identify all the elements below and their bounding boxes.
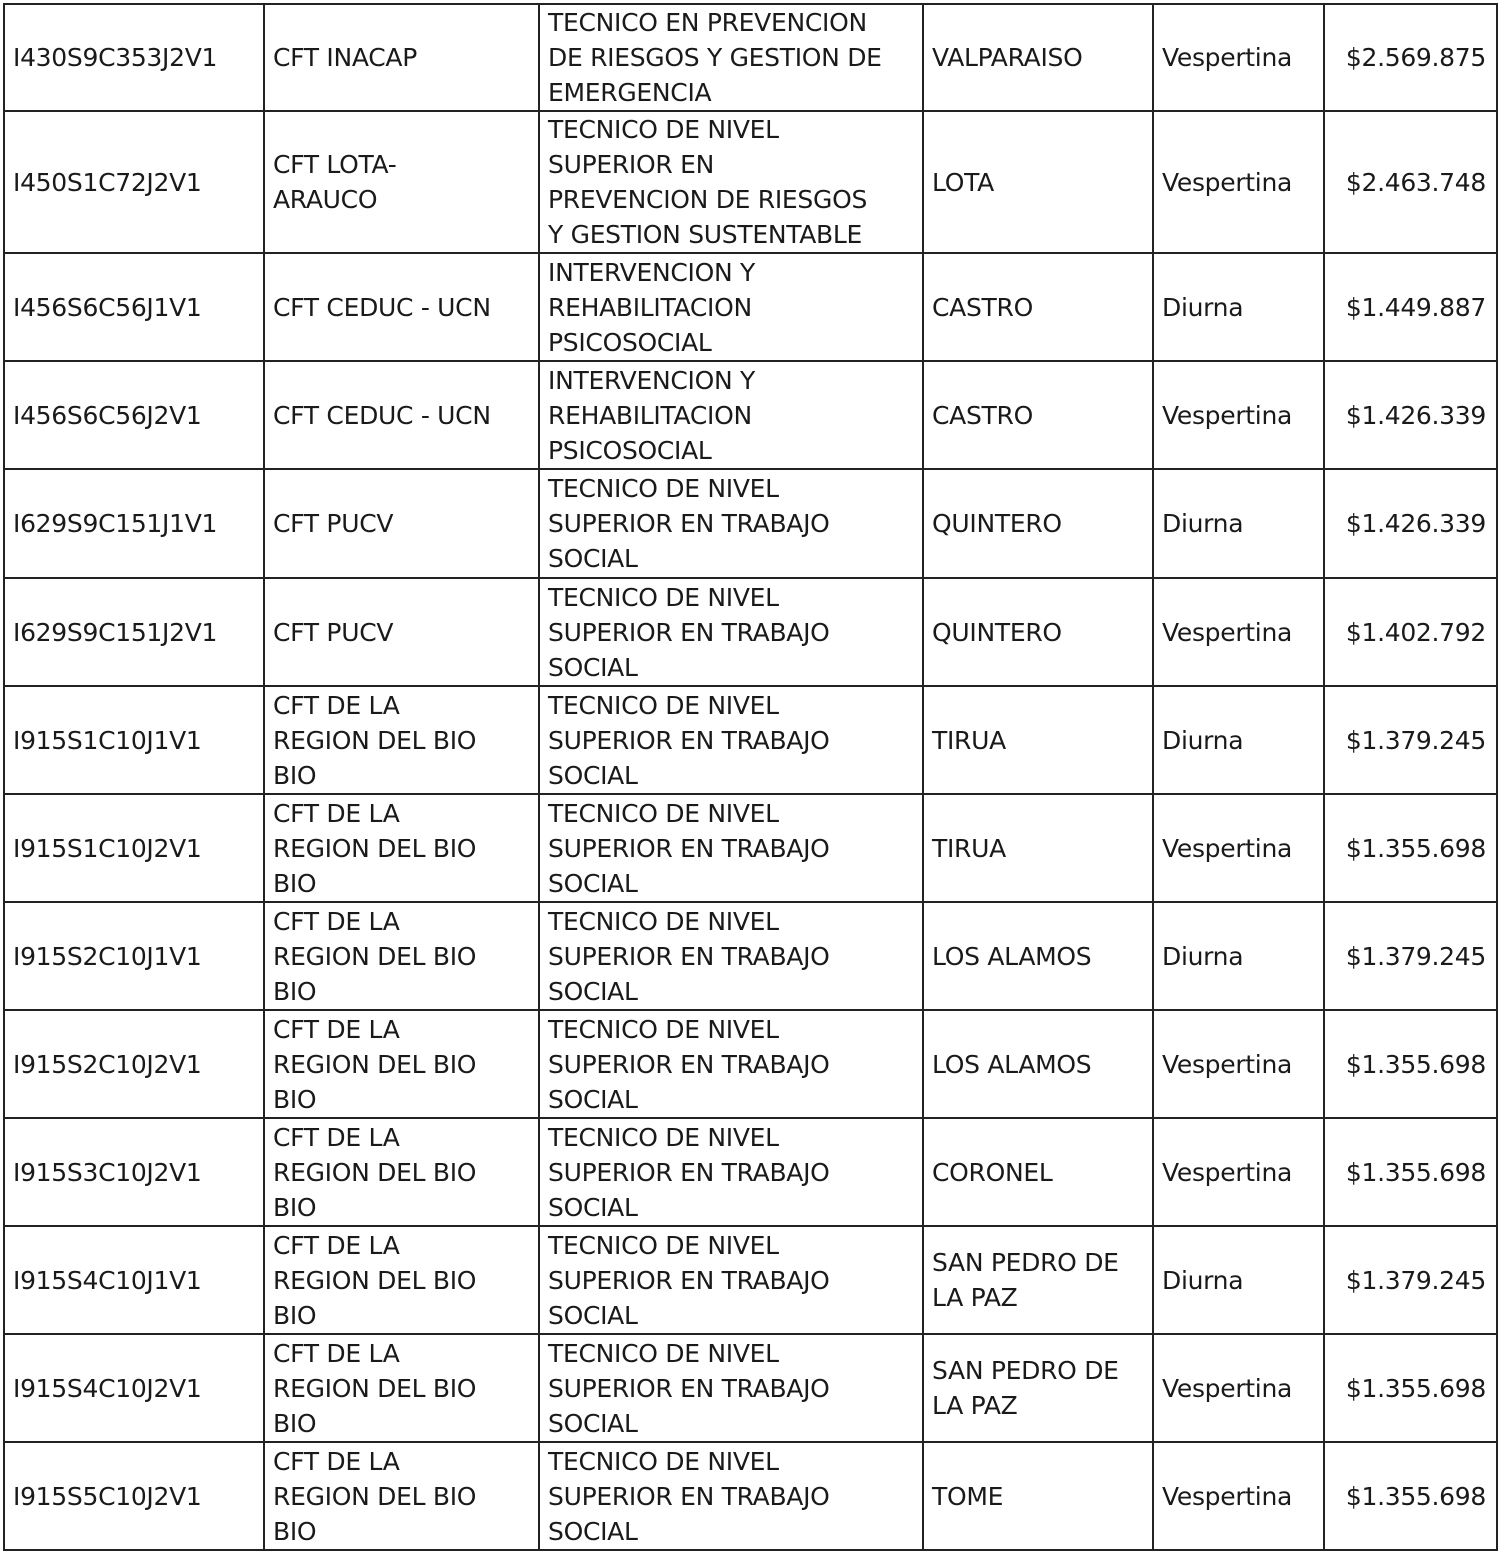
- amount-cell: $1.379.245: [1324, 902, 1497, 1010]
- code-cell: I915S4C10J1V1: [4, 1226, 264, 1334]
- table-row: [4, 902, 1497, 1010]
- code-cell: I915S5C10J2V1: [4, 1442, 264, 1550]
- institution-cell: CFT DE LA REGION DEL BIO BIO: [264, 1118, 539, 1226]
- career-cell: TECNICO DE NIVEL SUPERIOR EN TRABAJO SOCIAL: [539, 578, 923, 686]
- commune-cell: TIRUA: [923, 794, 1153, 902]
- table-row: [4, 1226, 1497, 1334]
- schedule-cell: Diurna: [1153, 1226, 1324, 1334]
- commune-cell: TOME: [923, 1442, 1153, 1550]
- career-cell: TECNICO DE NIVEL SUPERIOR EN TRABAJO SOCIAL: [539, 794, 923, 902]
- career-cell: TECNICO DE NIVEL SUPERIOR EN PREVENCION DE RIESGOS Y GESTION SUSTENTABLE: [539, 111, 923, 253]
- schedule-cell: Vespertina: [1153, 4, 1324, 111]
- amount-cell: $1.379.245: [1324, 686, 1497, 794]
- career-cell: TECNICO DE NIVEL SUPERIOR EN TRABAJO SOCIAL: [539, 1334, 923, 1442]
- code-cell: I915S4C10J2V1: [4, 1334, 264, 1442]
- schedule-cell: Diurna: [1153, 469, 1324, 578]
- schedule-cell: Vespertina: [1153, 1118, 1324, 1226]
- code-cell: I450S1C72J2V1: [4, 111, 264, 253]
- code-cell: I915S1C10J1V1: [4, 686, 264, 794]
- career-cell: TECNICO DE NIVEL SUPERIOR EN TRABAJO SOCIAL: [539, 1226, 923, 1334]
- code-cell: I456S6C56J2V1: [4, 361, 264, 469]
- institution-cell: CFT LOTA- ARAUCO: [264, 111, 539, 253]
- amount-cell: $1.355.698: [1324, 1010, 1497, 1118]
- code-cell: I629S9C151J1V1: [4, 469, 264, 578]
- schedule-cell: Vespertina: [1153, 361, 1324, 469]
- table-row: [4, 686, 1497, 794]
- table-row: [4, 111, 1497, 253]
- commune-cell: QUINTERO: [923, 578, 1153, 686]
- career-cell: TECNICO EN PREVENCION DE RIESGOS Y GESTION DE EMERGENCIA: [539, 4, 923, 111]
- schedule-cell: Vespertina: [1153, 1334, 1324, 1442]
- amount-cell: $1.426.339: [1324, 469, 1497, 578]
- amount-cell: $1.355.698: [1324, 794, 1497, 902]
- code-cell: I915S2C10J1V1: [4, 902, 264, 1010]
- table-row: [4, 1334, 1497, 1442]
- institution-cell: CFT DE LA REGION DEL BIO BIO: [264, 794, 539, 902]
- amount-cell: $1.402.792: [1324, 578, 1497, 686]
- schedule-cell: Diurna: [1153, 253, 1324, 361]
- institution-cell: CFT DE LA REGION DEL BIO BIO: [264, 1226, 539, 1334]
- commune-cell: LOS ALAMOS: [923, 902, 1153, 1010]
- institution-cell: CFT CEDUC - UCN: [264, 253, 539, 361]
- commune-cell: CASTRO: [923, 253, 1153, 361]
- amount-cell: $1.355.698: [1324, 1118, 1497, 1226]
- table-row: [4, 253, 1497, 361]
- institution-cell: CFT DE LA REGION DEL BIO BIO: [264, 686, 539, 794]
- table-row: [4, 1010, 1497, 1118]
- commune-cell: LOS ALAMOS: [923, 1010, 1153, 1118]
- table-body: [4, 4, 1497, 1550]
- schedule-cell: Diurna: [1153, 902, 1324, 1010]
- career-cell: TECNICO DE NIVEL SUPERIOR EN TRABAJO SOCIAL: [539, 1010, 923, 1118]
- institution-cell: CFT CEDUC - UCN: [264, 361, 539, 469]
- institution-cell: CFT DE LA REGION DEL BIO BIO: [264, 902, 539, 1010]
- code-cell: I456S6C56J1V1: [4, 253, 264, 361]
- commune-cell: QUINTERO: [923, 469, 1153, 578]
- career-cell: TECNICO DE NIVEL SUPERIOR EN TRABAJO SOCIAL: [539, 686, 923, 794]
- institution-cell: CFT PUCV: [264, 469, 539, 578]
- commune-cell: CASTRO: [923, 361, 1153, 469]
- institution-cell: CFT INACAP: [264, 4, 539, 111]
- table-row: [4, 578, 1497, 686]
- institution-cell: CFT DE LA REGION DEL BIO BIO: [264, 1334, 539, 1442]
- commune-cell: SAN PEDRO DE LA PAZ: [923, 1226, 1153, 1334]
- code-cell: I915S1C10J2V1: [4, 794, 264, 902]
- amount-cell: $1.379.245: [1324, 1226, 1497, 1334]
- schedule-cell: Vespertina: [1153, 578, 1324, 686]
- institution-cell: CFT DE LA REGION DEL BIO BIO: [264, 1442, 539, 1550]
- career-cell: INTERVENCION Y REHABILITACION PSICOSOCIAL: [539, 253, 923, 361]
- career-cell: TECNICO DE NIVEL SUPERIOR EN TRABAJO SOCIAL: [539, 1118, 923, 1226]
- career-cell: TECNICO DE NIVEL SUPERIOR EN TRABAJO SOCIAL: [539, 469, 923, 578]
- commune-cell: SAN PEDRO DE LA PAZ: [923, 1334, 1153, 1442]
- institution-cell: CFT DE LA REGION DEL BIO BIO: [264, 1010, 539, 1118]
- amount-cell: $1.355.698: [1324, 1334, 1497, 1442]
- table-row: [4, 1118, 1497, 1226]
- amount-cell: $1.449.887: [1324, 253, 1497, 361]
- amount-cell: $2.463.748: [1324, 111, 1497, 253]
- schedule-cell: Vespertina: [1153, 1442, 1324, 1550]
- code-cell: I915S2C10J2V1: [4, 1010, 264, 1118]
- commune-cell: VALPARAISO: [923, 4, 1153, 111]
- commune-cell: TIRUA: [923, 686, 1153, 794]
- code-cell: I629S9C151J2V1: [4, 578, 264, 686]
- code-cell: I430S9C353J2V1: [4, 4, 264, 111]
- commune-cell: CORONEL: [923, 1118, 1153, 1226]
- table-row: [4, 794, 1497, 902]
- table-row: [4, 469, 1497, 578]
- table-row: [4, 1442, 1497, 1550]
- schedule-cell: Vespertina: [1153, 794, 1324, 902]
- career-cell: TECNICO DE NIVEL SUPERIOR EN TRABAJO SOCIAL: [539, 902, 923, 1010]
- amount-cell: $1.426.339: [1324, 361, 1497, 469]
- schedule-cell: Vespertina: [1153, 1010, 1324, 1118]
- commune-cell: LOTA: [923, 111, 1153, 253]
- schedule-cell: Diurna: [1153, 686, 1324, 794]
- code-cell: I915S3C10J2V1: [4, 1118, 264, 1226]
- career-cell: TECNICO DE NIVEL SUPERIOR EN TRABAJO SOCIAL: [539, 1442, 923, 1550]
- career-cell: INTERVENCION Y REHABILITACION PSICOSOCIAL: [539, 361, 923, 469]
- schedule-cell: Vespertina: [1153, 111, 1324, 253]
- careers-table: [3, 3, 1498, 1551]
- institution-cell: CFT PUCV: [264, 578, 539, 686]
- table-row: [4, 4, 1497, 111]
- table-row: [4, 361, 1497, 469]
- amount-cell: $2.569.875: [1324, 4, 1497, 111]
- amount-cell: $1.355.698: [1324, 1442, 1497, 1550]
